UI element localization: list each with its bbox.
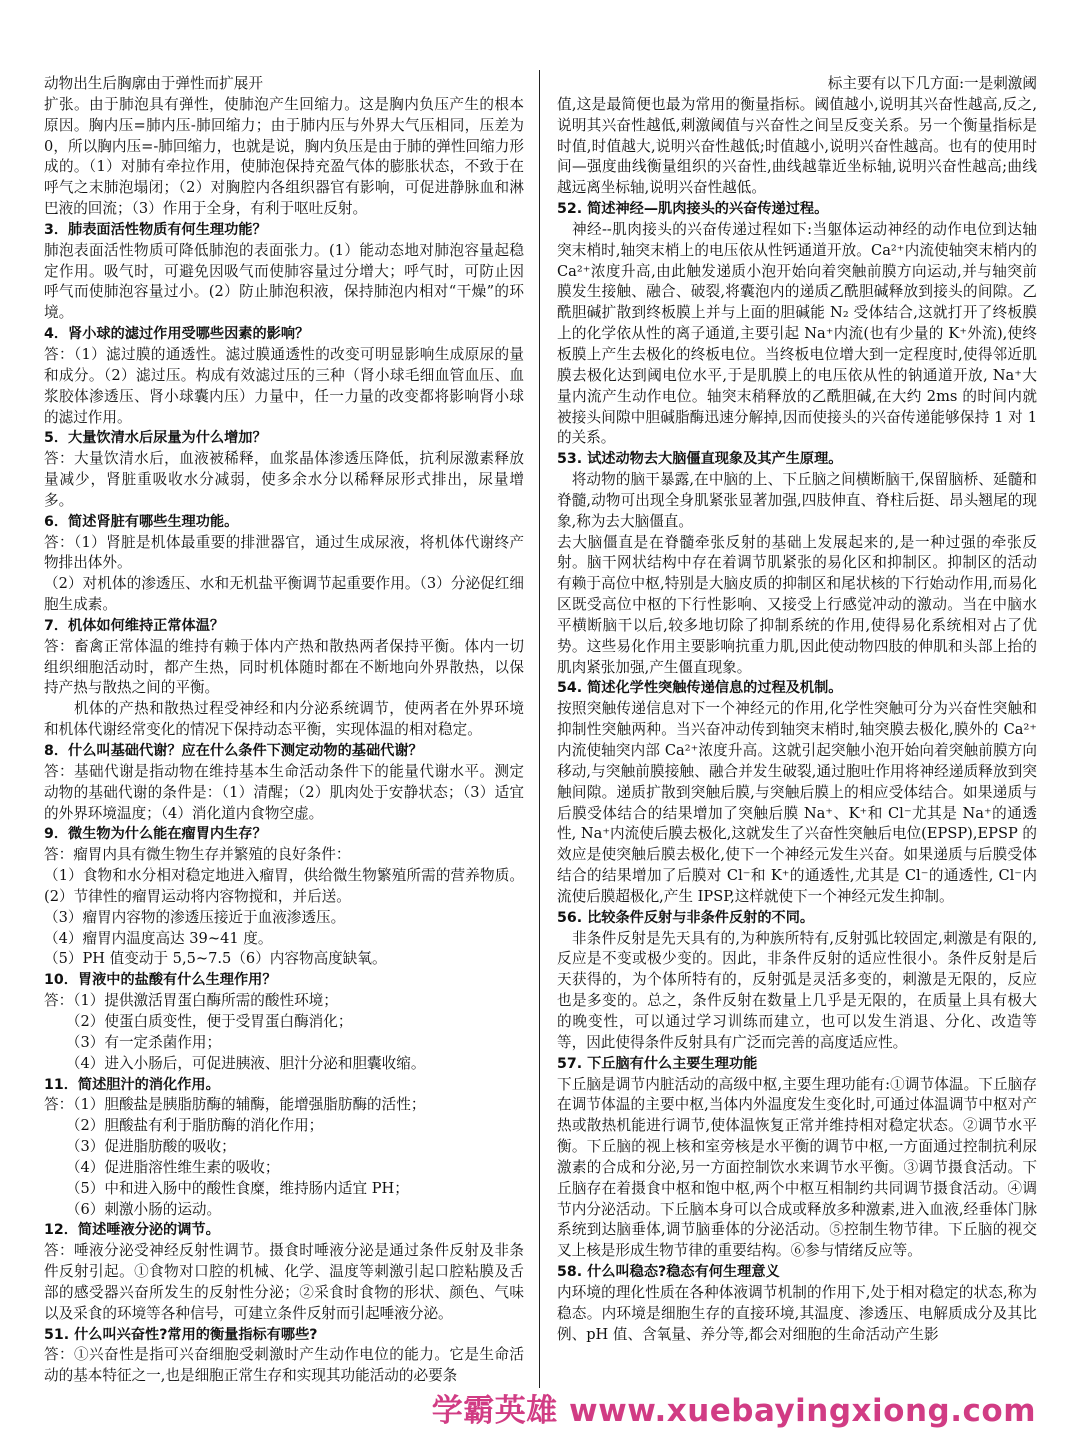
column-divider xyxy=(539,70,540,1388)
question-heading: 8．什么叫基础代谢？应在什么条件下测定动物的基础代谢？ xyxy=(44,743,423,759)
answer-paragraph: 机体的产热和散热过程受神经和内分泌系统调节，使两者在外界环境和机体代谢经常变化的情况下保持动态平衡，实现体温的相对稳定。 xyxy=(44,700,524,739)
answer-paragraph: （3）有一定杀菌作用； xyxy=(44,1033,222,1051)
answer-paragraph: 答：瘤胃内具有微生物生存并繁殖的良好条件： xyxy=(44,846,351,864)
continued-text: 标主要有以下几方面:一是刺激阈 xyxy=(827,75,1037,92)
answer-paragraph: 内环境的理化性质在各种体液调节机制的作用下,处于相对稳定的状态,称为稳态。内环境是细胞生存的直接环境,其温度、渗透压、电解质成分及其比例、pH 值、含氧量、养分等,都会对细胞的生命活动产生影 xyxy=(557,1283,1037,1343)
answer-paragraph: （2）对机体的渗透压、水和无机盐平衡调节起重要作用。（3）分泌促红细胞生成素。 xyxy=(44,575,524,614)
answer-paragraph: 去大脑僵直是在脊髓牵张反射的基础上发展起来的,是一种过强的牵张反射。脑干网状结构中存在着调节肌紧张的易化区和抑制区。抑制区的活动有赖于高位中枢,特别是大脑皮质的抑制区和尾状核的下行始动作用,而易化区既受高位中枢的下行性影响、又接受上行感觉冲动的激动。当在中脑水平横断脑干以后,较多地切除了抑制系统的作用,使得易化系统相对占了优势。这些易化作用主要影响抗重力肌,因此使动物四肢的伸肌和头部上抬的肌肉紧张加强,产生僵直现象。 xyxy=(557,533,1037,676)
answer-paragraph: 非条件反射是先天具有的,为种族所特有,反射弧比较固定,刺激是有限的,反应是不变或极少变的。因此，非条件反射的适应性很小。条件反射是后天获得的，为个体所特有的，反射弧是灵活多变的，刺激是无限的，反应也是多变的。总之，条件反射在数量上几乎是无限的，在质量上具有极大的晚变性，可以通过学习训练而建立，也可以发生消退、分化、改造等等，因此使得条件反射具有广泛而完善的高度适应性。 xyxy=(557,929,1037,1051)
answer-paragraph: （5）PH 值变动于 5,5~7.5（6）内容物高度缺氧。 xyxy=(44,950,387,968)
answer-paragraph: （4）进入小肠后，可促进胰液、胆汁分泌和胆囊收缩。 xyxy=(44,1054,426,1072)
answer-paragraph: 答：唾液分泌受神经反射性调节。摄食时唾液分泌是通过条件反射及非条件反射引起。①食物对口腔的机械、化学、温度等刺激引起口腔粘膜及舌部的感受器兴奋所发生的反射性分泌；②采食时食物的形状、颜色、气味以及采食的环境等各种信号，可建立条件反射而引起唾液分泌。 xyxy=(44,1242,524,1322)
answer-paragraph: （1）食物和水分相对稳定地进入瘤胃，供给微生物繁殖所需的营养物质。(2）节律性的瘤胃运动将内容物搅和，并后送。 xyxy=(44,867,524,905)
question-heading: 3．肺表面活性物质有何生理功能？ xyxy=(44,221,267,238)
question-heading: 53. 试述动物去大脑僵直现象及其产生原理。 xyxy=(557,451,843,468)
answer-paragraph: 神经--肌肉接头的兴奋传递过程如下:当躯体运动神经的动作电位到达轴突末梢时,轴突末梢上的电压依从性钙通道开放。Ca²⁺内流使轴突末梢内的 Ca²⁺浓度升高,由此触发递质小泡开始向着突触前膜方向运动,并与轴突前膜发生接触、融合、破裂,将囊泡内的递质乙酰胆碱释放到接头的间隙。乙酰胆碱扩散到终板膜上并与上面的胆碱能 N₂ 受体结合,这就打开了终板膜上的化学依从性的离子通道,主要引起 Na⁺内流(也有少量的 K⁺外流),使终板膜上产生去极化的终板电位。当终板电位增大到一定程度时,使得邻近肌膜去极化达到阈电位水平,于是肌膜上的电压依从性的钠通道开放, Na⁺大量内流产生动作电位。轴突末稍释放的乙酰胆碱,在大约 2ms 的时间内就被接头间隙中胆碱脂酶迅速分解掉,因而使接头的兴奋传递能够保持 1 对 1 的关系。 xyxy=(557,220,1037,447)
answer-paragraph: （4）促进脂溶性维生素的吸收； xyxy=(44,1158,280,1176)
question-heading: 9．微生物为什么能在瘤胃内生存？ xyxy=(44,826,267,843)
answer-paragraph: 答：（1）胆酸盐是胰脂肪酶的辅酶，能增强脂肪酶的活性； xyxy=(44,1096,426,1114)
answer-paragraph: 答：（1）提供激活胃蛋白酶所需的酸性环境； xyxy=(44,992,338,1010)
answer-paragraph: 将动物的脑干暴露,在中脑的上、下丘脑之间横断脑干,保留脑桥、延髓和脊髓,动物可出现全身肌紧张显著加强,四肢伸直、脊柱后挺、昂头翘尾的现象,称为去大脑僵直。 xyxy=(557,471,1037,530)
answer-paragraph: （3）瘤胃内容物的渗透压接近于血液渗透压。 xyxy=(44,908,346,926)
question-heading: 10．胃液中的盐酸有什么生理作用？ xyxy=(44,972,277,989)
question-heading: 51. 什么叫兴奋性?常用的衡量指标有哪些? xyxy=(44,1326,318,1343)
answer-paragraph: 答：（1）滤过膜的通透性。滤过膜通透性的改变可明显影响生成原尿的量和成分。（2）滤过压。构成有效滤过压的三种（肾小球毛细血管血压、血浆胶体渗透压、肾小球囊内压）力量中，任一力量的改变都将影响肾小球的滤过作用。 xyxy=(44,345,524,426)
answer-paragraph: 肺泡表面活性物质可降低肺泡的表面张力。(1）能动态地对肺泡容量起稳定作用。吸气时，可避免因吸气而使肺容量过分增大；呼气时，可防止因呼气而使肺泡容量过小。(2）防止肺泡积液，保持肺泡内相对“干燥”的环境。 xyxy=(44,241,524,322)
answer-paragraph: 答：基础代谢是指动物在维持基本生命活动条件下的能量代谢水平。测定动物的基础代谢的条件是：（1）清醒；（2）肌肉处于安静状态；（3）适宜的外界环境温度；（4）消化道内食物空虚。 xyxy=(44,762,524,822)
question-heading: 52. 简述神经—肌肉接头的兴奋传递过程。 xyxy=(557,201,829,218)
right-column xyxy=(557,74,1037,1345)
left-column xyxy=(44,74,524,1387)
question-heading: 6．简述肾脏有哪些生理功能。 xyxy=(44,513,239,530)
answer-paragraph: （6）刺激小肠的运动。 xyxy=(44,1200,222,1218)
question-heading: 58. 什么叫稳态?稳态有何生理意义 xyxy=(557,1264,780,1281)
question-heading: 56. 比较条件反射与非条件反射的不同。 xyxy=(557,909,815,926)
answer-paragraph: 答：①兴奋性是指可兴奋细胞受刺激时产生动作电位的能力。它是生命活动的基本特征之一,也是细胞正常生存和实现其功能活动的必要条 xyxy=(44,1346,524,1385)
question-heading: 57. 下丘脑有什么主要生理功能 xyxy=(557,1055,758,1072)
answer-paragraph: （5）中和进入肠中的酸性食糜，维持肠内适宜 PH； xyxy=(44,1179,409,1197)
question-heading: 5．大量饮清水后尿量为什么增加？ xyxy=(44,430,267,447)
answer-paragraph: 值,这是最简便也最为常用的衡量指标。阈值越小,说明其兴奋性越高,反之,说明其兴奋性越低,刺激阈值与兴奋性之间呈反变关系。另一个衡量指标是时值,时值越大,说明兴奋性越低;时值越小,说明兴奋性越高。也有的使用时间—强度曲线衡量组织的兴奋性,曲线越靠近坐标轴,说明兴奋性越高;曲线越远离坐标轴,说明兴奋性越低。 xyxy=(557,95,1037,197)
answer-paragraph: 按照突触传递信息对下一个神经元的作用,化学性突触可分为兴奋性突触和抑制性突触两种。当兴奋冲动传到轴突末梢时,轴突膜去极化,膜外的 Ca²⁺内流使轴突内部 Ca²⁺浓度升高。这就引起突触小泡开始向着突触前膜方向移动,与突触前膜接触、融合并发生破裂,通过胞吐作用将神经递质释放到突触间隙。递质扩散到突触后膜,与突触后膜上的相应受体结合。如果递质与后膜受体结合的结果增加了突触后膜 Na⁺、K⁺和 Cl⁻尤其是 Na⁺的通透性, Na⁺内流使后膜去极化,这就发生了兴奋性突触后电位(EPSP),EPSP 的效应是使突触后膜去极化,使下一个神经元发生兴奋。如果递质与后膜受体结合的结果增加了后膜对 Cl⁻和 K⁺的通透性,尤其是 Cl⁻的通透性, Cl⁻内流使后膜超极化,产生 IPSP,这样就使下一个神经元发生抑制。 xyxy=(557,700,1037,905)
question-heading: 11．简述胆汁的消化作用。 xyxy=(44,1076,220,1093)
answer-paragraph: 答：大量饮清水后，血液被稀释，血浆晶体渗透压降低，抗利尿激素释放量减少，肾脏重吸收水分减弱，使多余水分以稀释尿形式排出，尿量增多。 xyxy=(44,450,524,509)
question-heading: 7．机体如何维持正常体温？ xyxy=(44,617,225,634)
answer-paragraph: （2）胆酸盐有利于脂肪酶的消化作用； xyxy=(44,1117,324,1135)
answer-paragraph: （4）瘤胃内温度高达 39~41 度。 xyxy=(44,929,273,947)
answer-paragraph: 扩张。由于肺泡具有弹性，使肺泡产生回缩力。这是胸内负压产生的根本原因。胸内压=肺内压-肺回缩力；由于肺内压与外界大气压相同，压差为0，所以胸内压=-肺回缩力，也就是说，胸内负压是由于肺的弹性回缩力形成的。（1）对肺有牵拉作用，使肺泡保持充盈气体的膨胀状态，不致于在呼气之末肺泡塌闭；（2）对胸腔内各组织器官有影响，可促进静脉血和淋巴液的回流；（3）作用于全身，有利于呕吐反射。 xyxy=(44,95,524,218)
answer-paragraph: （3）促进脂肪酸的吸收； xyxy=(44,1138,236,1156)
footer-watermark: 学霸英雄 www.xuebayingxiong.com xyxy=(431,1393,1036,1429)
answer-paragraph: 动物出生后胸廓由于弹性而扩展开 xyxy=(44,75,263,92)
answer-paragraph: （2）使蛋白质变性，便于受胃蛋白酶消化； xyxy=(44,1012,353,1030)
question-heading: 12．简述唾液分泌的调节。 xyxy=(44,1222,220,1239)
question-heading: 54. 简述化学性突触传递信息的过程及机制。 xyxy=(557,680,843,697)
question-heading: 4．肾小球的滤过作用受哪些因素的影响？ xyxy=(44,326,310,343)
answer-paragraph: 答：（1）肾脏是机体最重要的排泄器官，通过生成尿液，将机体代谢终产物排出体外。 xyxy=(44,533,524,572)
answer-paragraph: 答：畜禽正常体温的维持有赖于体内产热和散热两者保持平衡。体内一切组织细胞活动时，都产生热，同时机体随时都在不断地向外界散热，以保持产热与散热之间的平衡。 xyxy=(44,637,524,697)
answer-paragraph: 下丘脑是调节内脏活动的高级中枢,主要生理功能有:①调节体温。下丘脑存在调节体温的主要中枢,当体内外温度发生变化时,可通过体温调节中枢对产热或散热机能进行调节,使体温恢复正常并维持相对稳定状态。②调节水平衡。下丘脑的视上核和室旁核是水平衡的调节中枢,一方面通过控制抗利尿激素的合成和分泌,另一方面控制饮水来调节水平衡。③调节摄食活动。下丘脑存在着摄食中枢和饱中枢,两个中枢互相制约共同调节摄食活动。④调节内分泌活动。下丘脑本身可以合成或释放多种激素,进入血液,经垂体门脉系统到达脑垂体,调节脑垂体的分泌活动。⑤控制生物节律。下丘脑的视交叉上核是形成生物节律的重要结构。⑥参与情绪反应等。 xyxy=(557,1075,1037,1260)
